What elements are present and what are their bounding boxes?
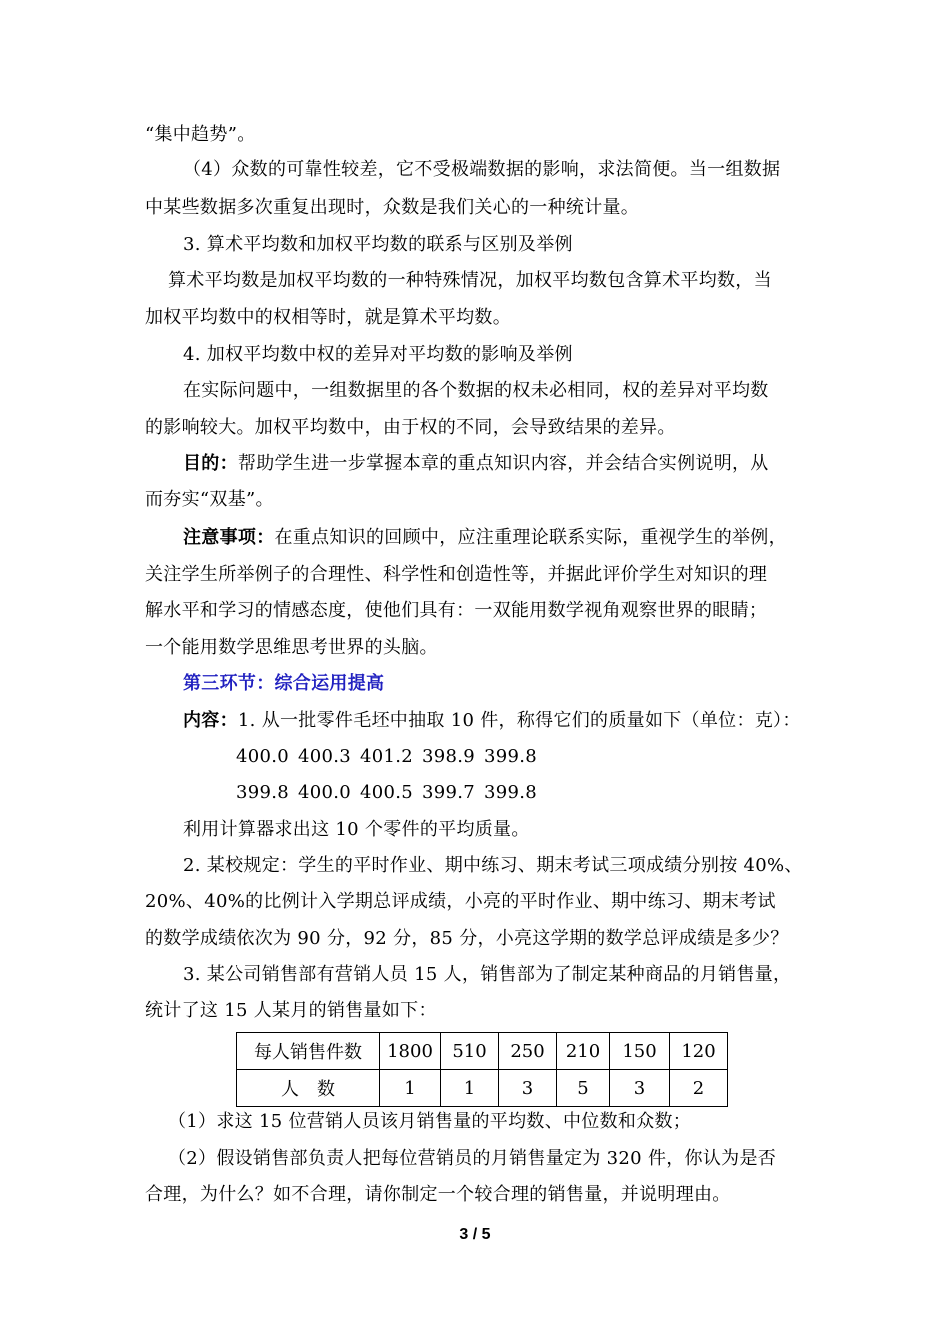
question-2: （2）假设销售部负责人把每位营销员的月销售量定为 320 件，你认为是否 xyxy=(168,1148,777,1169)
note-text: 在重点知识的回顾中，应注重理论联系实际，重视学生的举例， xyxy=(274,527,787,548)
table-cell: 2 xyxy=(670,1070,728,1107)
text-line: 2. 某校规定：学生的平时作业、期中练习、期末考试三项成绩分别按 40%、 xyxy=(183,855,803,876)
data-value: 399.7 xyxy=(422,782,476,803)
data-value: 400.0 xyxy=(236,746,290,767)
purpose-paragraph xyxy=(183,452,769,476)
question-1: （1）求这 15 位营销人员该月销售量的平均数、中位数和众数； xyxy=(168,1111,692,1132)
table-cell: 150 xyxy=(610,1033,670,1070)
table-cell: 250 xyxy=(499,1033,557,1070)
text-line: 统计了这 15 人某月的销售量如下： xyxy=(145,1000,437,1021)
data-row-1 xyxy=(236,745,546,769)
table-cell: 1800 xyxy=(380,1033,441,1070)
data-value: 400.3 xyxy=(298,746,352,767)
note-label: 注意事项： xyxy=(183,527,275,548)
table-cell: 510 xyxy=(441,1033,499,1070)
heading-3: 3. 算术平均数和加权平均数的联系与区别及举例 xyxy=(183,234,573,255)
text-line: “集中趋势”。 xyxy=(145,124,256,145)
text-line: 加权平均数中的权相等时，就是算术平均数。 xyxy=(145,307,511,328)
text-line: 中某些数据多次重复出现时，众数是我们关心的一种统计量。 xyxy=(145,197,640,218)
table-header-cell: 人 数 xyxy=(237,1070,380,1107)
purpose-text: 帮助学生进一步掌握本章的重点知识内容，并会结合实例说明，从 xyxy=(237,453,769,474)
table-cell: 3 xyxy=(610,1070,670,1107)
table-row xyxy=(237,1033,728,1070)
table-cell: 210 xyxy=(557,1033,610,1070)
data-value: 399.8 xyxy=(236,782,290,803)
data-value: 398.9 xyxy=(422,746,476,767)
section-title: 第三环节：综合运用提高 xyxy=(183,673,385,694)
content-text: 1. 从一批零件毛坯中抽取 10 件，称得它们的质量如下（单位：克）： xyxy=(237,710,801,731)
data-value: 400.5 xyxy=(360,782,414,803)
table-cell: 1 xyxy=(441,1070,499,1107)
text-line: 算术平均数是加权平均数的一种特殊情况，加权平均数包含算术平均数，当 xyxy=(168,270,772,291)
text-line: （4）众数的可靠性较差，它不受极端数据的影响，求法简便。当一组数据 xyxy=(183,159,781,180)
text-line: 在实际问题中，一组数据里的各个数据的权未必相同，权的差异对平均数 xyxy=(183,380,769,401)
text-line: 3. 某公司销售部有营销人员 15 人，销售部为了制定某种商品的月销售量， xyxy=(183,964,792,985)
data-value: 399.8 xyxy=(484,782,538,803)
table-cell: 3 xyxy=(499,1070,557,1107)
text-line: 的数学成绩依次为 90 分，92 分，85 分，小亮这学期的数学总评成绩是多少？ xyxy=(145,928,789,949)
data-value: 399.8 xyxy=(484,746,538,767)
table-cell: 5 xyxy=(557,1070,610,1107)
text-line: 20%、40%的比例计入学期总评成绩，小亮的平时作业、期中练习、期末考试 xyxy=(145,891,776,912)
note-paragraph xyxy=(183,526,787,550)
text-line: 利用计算器求出这 10 个零件的平均质量。 xyxy=(183,819,530,840)
text-line: 而夯实“双基”。 xyxy=(145,489,274,510)
content-label: 内容： xyxy=(183,710,238,731)
text-line: 的影响较大。加权平均数中，由于权的不同，会导致结果的差异。 xyxy=(145,417,676,438)
text-line: 合理，为什么？如不合理，请你制定一个较合理的销售量，并说明理由。 xyxy=(145,1184,731,1205)
table-row xyxy=(237,1070,728,1107)
data-value: 400.0 xyxy=(298,782,352,803)
data-value: 401.2 xyxy=(360,746,414,767)
content-paragraph xyxy=(183,709,801,733)
table-cell: 1 xyxy=(380,1070,441,1107)
table-cell: 120 xyxy=(670,1033,728,1070)
text-line: 一个能用数学思维思考世界的头脑。 xyxy=(145,637,438,658)
data-row-2 xyxy=(236,781,546,805)
heading-4: 4. 加权平均数中权的差异对平均数的影响及举例 xyxy=(183,344,573,365)
text-line: 解水平和学习的情感态度，使他们具有：一双能用数学视角观察世界的眼睛； xyxy=(145,600,768,621)
table-header-cell: 每人销售件数 xyxy=(237,1033,380,1070)
page-number: 3 / 5 xyxy=(459,1226,491,1243)
text-line: 关注学生所举例子的合理性、科学性和创造性等，并据此评价学生对知识的理 xyxy=(145,564,768,585)
purpose-label: 目的： xyxy=(183,453,238,474)
sales-table xyxy=(236,1032,728,1107)
